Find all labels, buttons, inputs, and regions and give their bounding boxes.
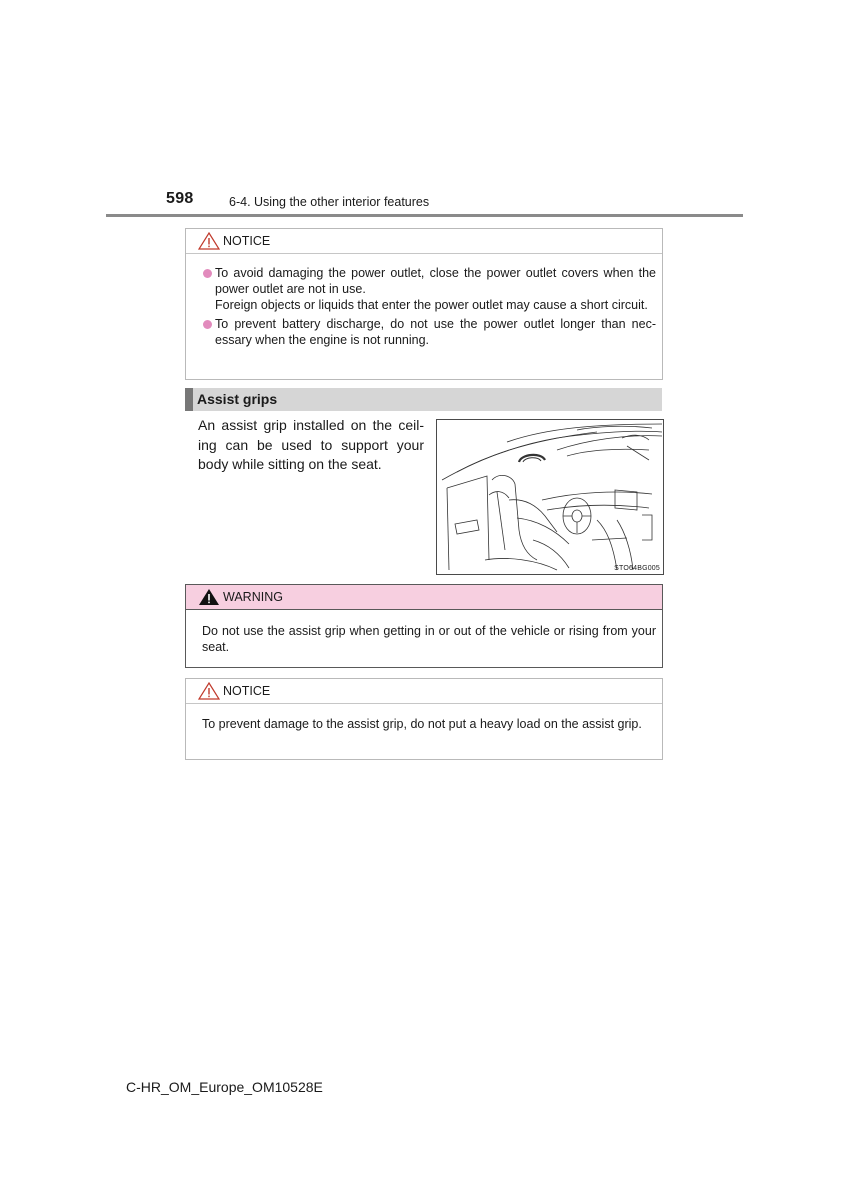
notice-box-assist-grip (185, 678, 663, 760)
notice-header (186, 679, 662, 704)
illustration-code: STO64BG005 (614, 565, 660, 572)
bullet-note: Foreign objects or liquids that enter the power outlet may cause a short circuit. (215, 298, 648, 312)
notice-header (186, 229, 662, 254)
bullet-text: To prevent battery discharge, do not use the power outlet longer than nec-essary when the engine is not running. (215, 317, 656, 347)
car-interior-drawing (437, 420, 663, 574)
caution-triangle-icon (198, 682, 220, 703)
section-title: 6-4. Using the other interior features (229, 195, 430, 209)
bullet-icon (203, 269, 212, 278)
assist-grip-description: An assist grip installed on the ceil-ing can be used to support your body while sitting on the seat. (198, 417, 424, 472)
warning-box (185, 584, 663, 668)
notice-box-power-outlet (185, 228, 663, 380)
section-heading: Assist grips (197, 391, 278, 407)
header-divider (106, 214, 743, 217)
list-item (202, 265, 656, 313)
warning-header (186, 585, 662, 610)
list-item (202, 316, 656, 348)
notice-label: NOTICE (223, 684, 271, 698)
page-number: 598 (166, 190, 194, 207)
section-heading-bar (185, 388, 662, 411)
assist-grip-illustration (436, 419, 664, 575)
caution-triangle-icon (198, 232, 220, 253)
heading-accent (185, 388, 193, 411)
bullet-icon (203, 320, 212, 329)
document-id: C-HR_OM_Europe_OM10528E (126, 1079, 323, 1095)
notice-text: To prevent damage to the assist grip, do not put a heavy load on the assist grip. (202, 717, 642, 731)
notice-label: NOTICE (223, 234, 271, 248)
warning-triangle-icon (198, 588, 220, 609)
bullet-text: To avoid damaging the power outlet, close the power outlet covers when the power outlet are not in use. (215, 266, 656, 296)
warning-label: WARNING (223, 590, 283, 604)
warning-text: Do not use the assist grip when getting in or out of the vehicle or rising from your seat. (202, 624, 656, 654)
